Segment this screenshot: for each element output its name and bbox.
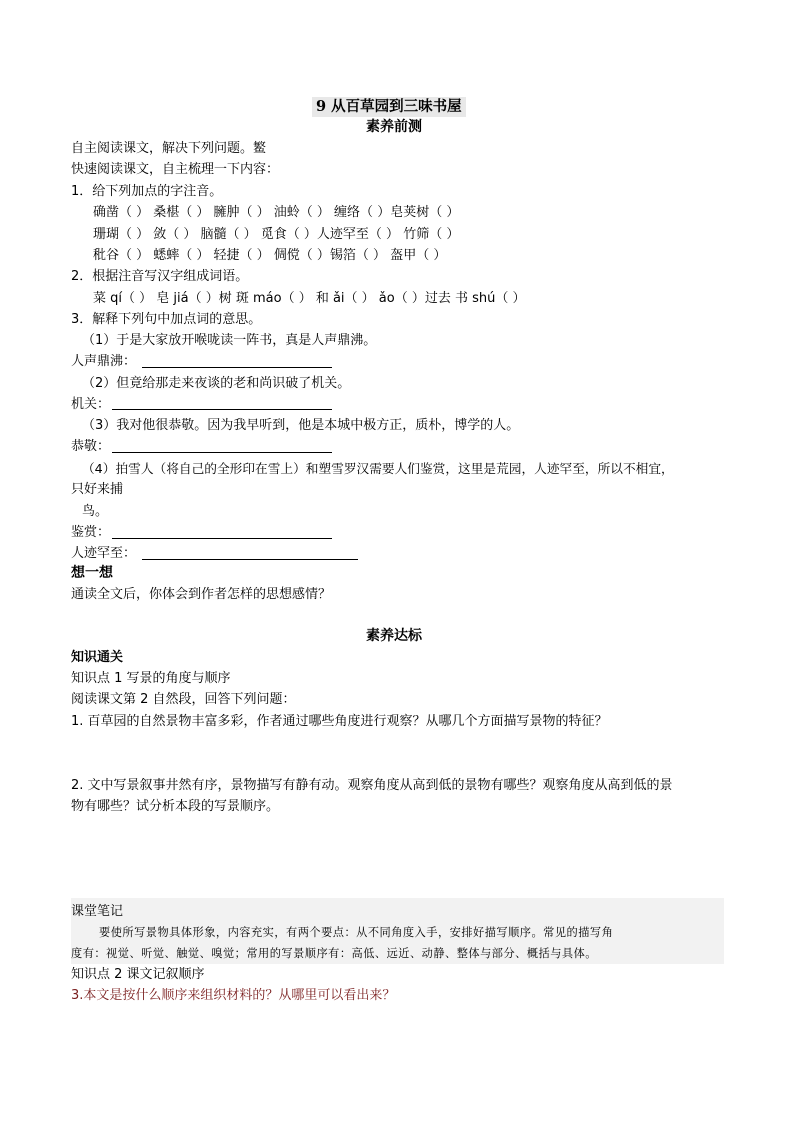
lesson-title: 9 从百草园到三味书屋 bbox=[312, 97, 466, 117]
class-notes-line-1: 要使所写景物具体形象，内容充实，有两个要点：从不同角度入手，安排好描写顺序。常见的描写角 bbox=[99, 926, 614, 939]
answer-label-3: 恭敬： bbox=[71, 439, 111, 454]
answer-label-5: 人迹罕至： bbox=[71, 546, 137, 561]
kp1-intro: 阅读课文第 2 自然段，回答下列问题： bbox=[71, 692, 296, 707]
answer-line-2[interactable] bbox=[112, 409, 332, 410]
question-1: 1．给下列加点的字注音。 bbox=[71, 184, 223, 199]
kp1-question-2b: 物有哪些？试分析本段的写景顺序。 bbox=[71, 799, 280, 814]
answer-line-4[interactable] bbox=[112, 538, 332, 539]
section-heading-standard: 素养达标 bbox=[366, 628, 422, 644]
sentence-4b: 只好来捕 bbox=[71, 482, 124, 497]
question-2: 2．根据注音写汉字组成词语。 bbox=[71, 269, 249, 284]
kp1-question-1: 1. 百草园的自然景物丰富多彩，作者通过哪些角度进行观察？从哪几个方面描写景物的特征？ bbox=[71, 714, 608, 729]
sentence-1: （1）于是大家放开喉咙读一阵书，真是人声鼎沸。 bbox=[82, 333, 377, 348]
sentence-3: （3）我对他很恭敬。因为我早听到，他是本城中极方正，质朴，博学的人。 bbox=[82, 418, 520, 433]
think-question: 通读全文后，你体会到作者怎样的思想感情？ bbox=[71, 587, 332, 602]
section-heading-pretest: 素养前测 bbox=[366, 119, 422, 135]
intro-line: 自主阅读课文，解决下列问题。鳘 bbox=[71, 141, 267, 156]
answer-label-1: 人声鼎沸： bbox=[71, 354, 137, 369]
knowledge-point-2: 知识点 2 课文记叙顺序 bbox=[71, 967, 205, 982]
sentence-4a: （4）拍雪人（将自己的全形印在雪上）和塑雪罗汉需要人们鉴赏，这里是荒园，人迹罕至，所以不相宜， bbox=[82, 461, 674, 476]
sentence-2: （2）但竟给那走来夜谈的老和尚识破了机关。 bbox=[82, 376, 351, 391]
q1-row-3: 秕谷（ ） 蟋蟀（ ） 轻捷（ ） 倜傥（ ）锡箔（ ） 盔甲（ ） bbox=[93, 248, 447, 263]
think-heading: 想一想 bbox=[71, 565, 113, 581]
q1-row-1: 确凿（ ） 桑椹（ ） 臃肿（ ） 油蛉（ ） 缠络（ ）皂荚树（ ） bbox=[93, 205, 460, 220]
answer-line-5[interactable] bbox=[142, 559, 358, 560]
class-notes-title: 课堂笔记 bbox=[71, 904, 124, 919]
knowledge-heading: 知识通关 bbox=[71, 650, 124, 665]
class-notes-line-2: 度有：视觉、听觉、触觉、嗅觉；常用的写景顺序有：高低、远近、动静、整体与部分、概括与具体。 bbox=[71, 947, 597, 960]
answer-line-3[interactable] bbox=[112, 452, 332, 453]
knowledge-point-1: 知识点 1 写景的角度与顺序 bbox=[71, 671, 231, 686]
answer-label-4: 鉴赏： bbox=[71, 525, 111, 540]
question-3: 3．解释下列句中加点词的意思。 bbox=[71, 312, 262, 327]
kp2-question-3: 3.本文是按什么顺序来组织材料的？从哪里可以看出来？ bbox=[71, 988, 396, 1003]
kp1-question-2a: 2. 文中写景叙事井然有序，景物描写有静有动。观察角度从高到低的景物有哪些？观察角度从高到低的景 bbox=[71, 778, 673, 793]
q1-row-2: 珊瑚（ ） 敛（ ） 脑髓（ ） 觅食（ ）人迹罕至（ ） 竹筛（ ） bbox=[93, 227, 460, 242]
intro-line-2: 快速阅读课文，自主梳理一下内容： bbox=[71, 162, 280, 177]
q2-row: 菜 qí（ ） 皂 jiá（ ）树 斑 máo（ ） 和 ǎi（ ） ǎo（ ）过去 书 shú（ ） bbox=[93, 291, 526, 306]
sentence-4c: 鸟。 bbox=[82, 504, 109, 519]
answer-label-2: 机关： bbox=[71, 397, 111, 412]
answer-line-1[interactable] bbox=[142, 367, 332, 368]
